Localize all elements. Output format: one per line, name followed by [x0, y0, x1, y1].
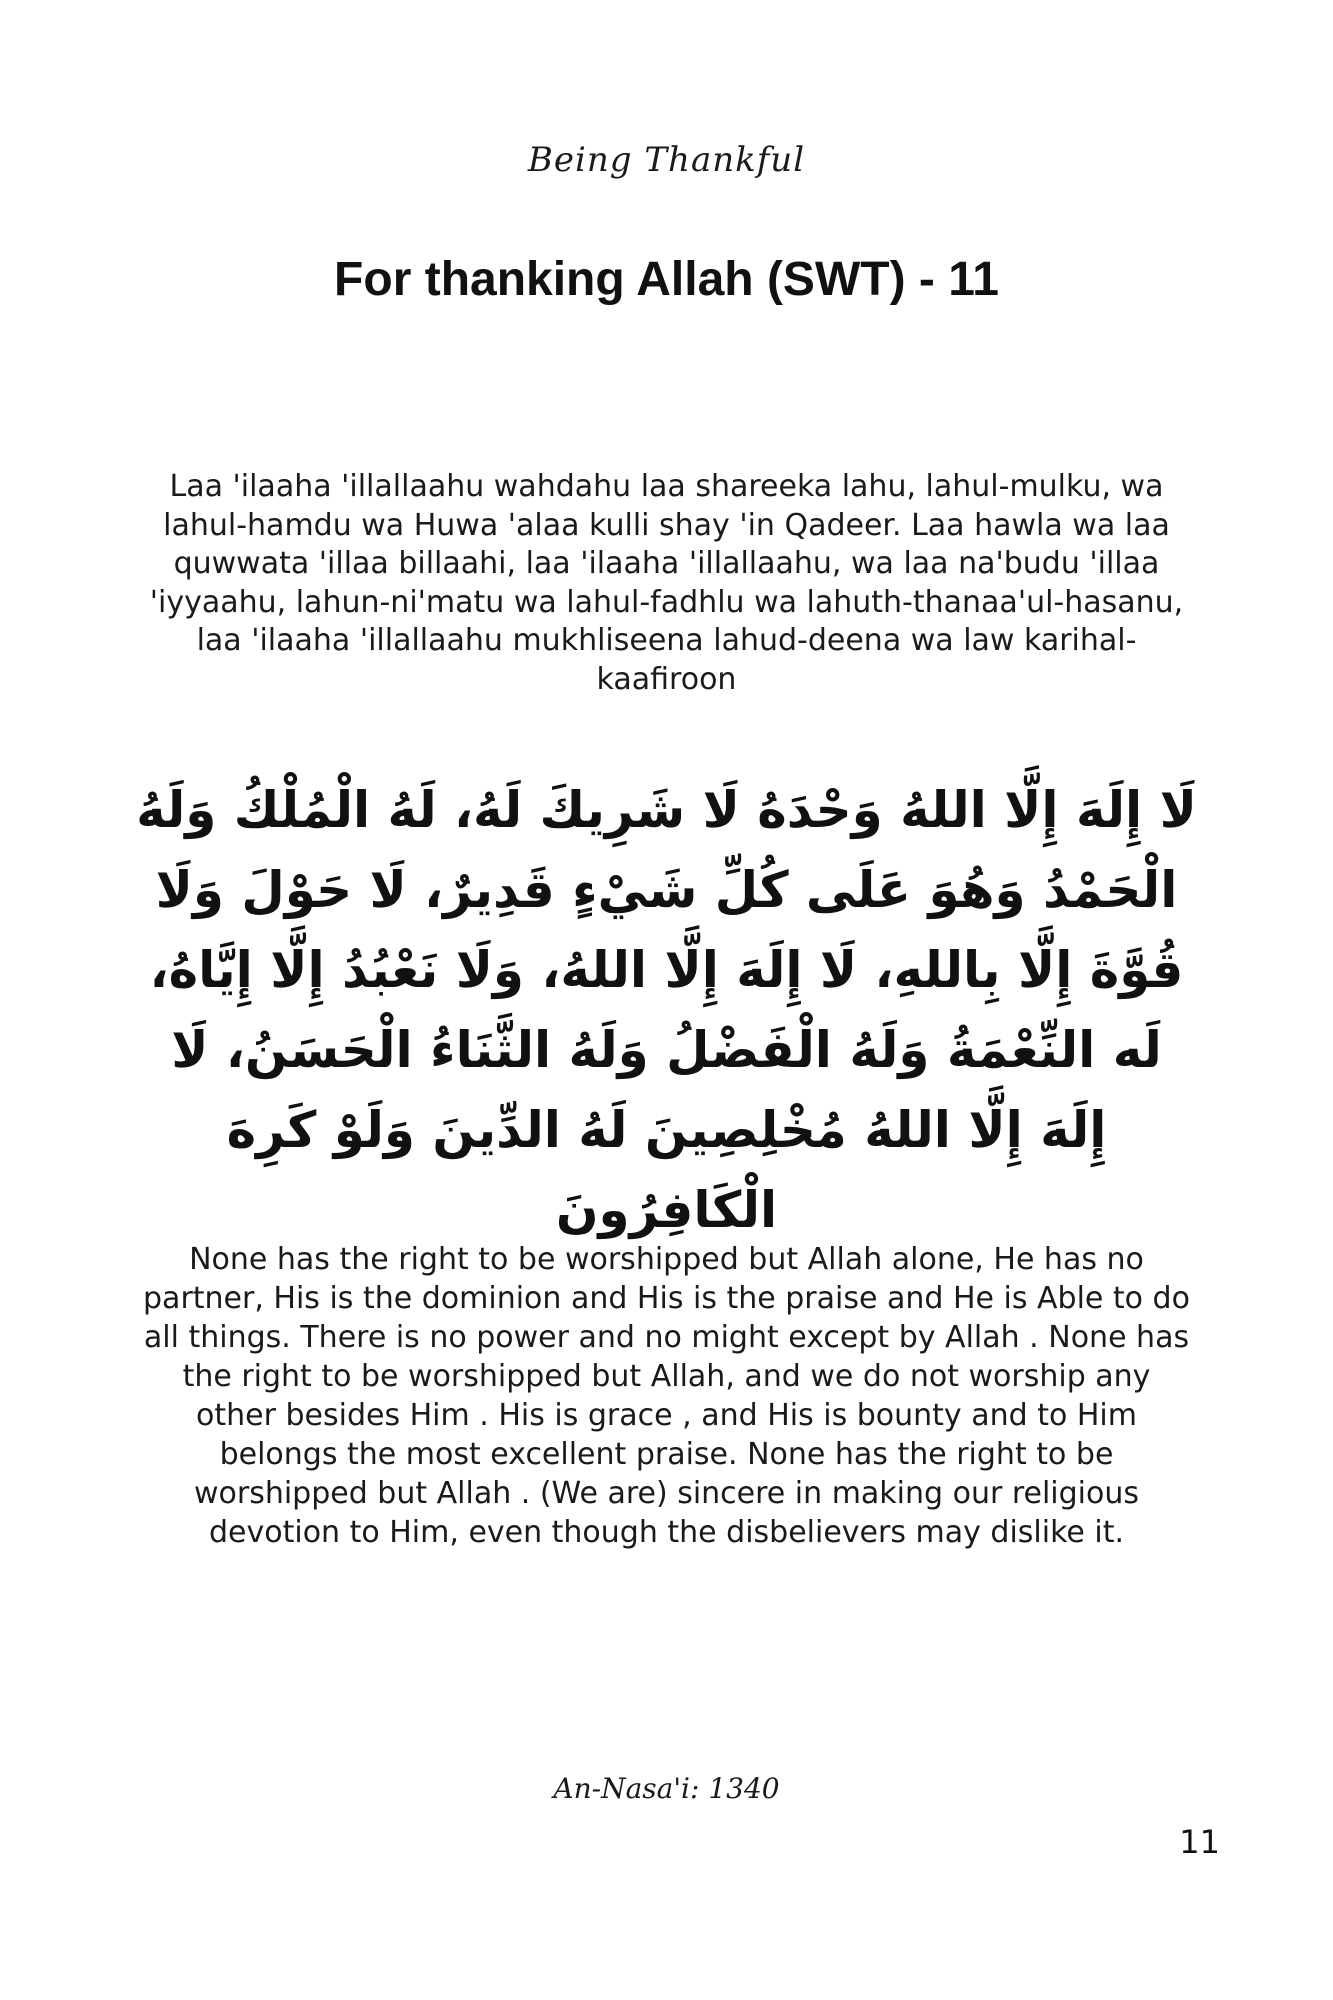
source-reference: An-Nasa'i: 1340 — [553, 1772, 780, 1805]
transliteration-paragraph: Laa 'ilaaha 'illallaahu wahdahu laa shareeka lahu, lahul-mulku, wa lahul-hamdu wa Huwa 'alaa kulli shay 'in Qadeer. Laa hawla wa laa quwwata 'illaa billaahi, laa 'ilaaha 'illallaahu, wa laa na'budu 'illaa 'iyyaahu, lahun-ni'matu wa lahul-fadhlu wa lahuth-thanaa'ul-hasanu, laa 'ilaaha 'illallaahu mukhliseena lahud-deena wa law karihal-kaafiroon — [149, 469, 1184, 697]
translation-paragraph: None has the right to be worshipped but Allah alone, He has no partner, His is the dominion and His is the praise and He is Able to do all things. There is no power and no might except by Allah . None has the right to be worshipped but Allah, and we do not worship any other besides Him . His is grace , and His is bounty and to Him belongs the most excellent praise. None has the right to be worshipped but Allah . (We are) sincere in making our religious devotion to Him, even though the disbelievers may dislike it. — [143, 1242, 1190, 1550]
page-number: 11 — [1179, 1823, 1220, 1861]
arabic-text: لَا إِلَهَ إِلَّا اللهُ وَحْدَهُ لَا شَرِيكَ لَهُ، لَهُ الْمُلْكُ وَلَهُ الْحَمْدُ وَهُوَ عَلَى كُلِّ شَيْءٍ قَدِيرٌ، لَا حَوْلَ وَلَا قُوَّةَ إِلَّا بِاللهِ، لَا إِلَهَ إِلَّا اللهُ، وَلَا نَعْبُدُ إِلَّا إِيَّاهُ، لَه النِّعْمَةُ وَلَهُ الْفَضْلُ وَلَهُ الثَّنَاءُ الْحَسَنُ، لَا إِلَهَ إِلَّا اللهُ مُخْلِصِينَ لَهُ الدِّينَ وَلَوْ كَرِهَ الْكَافِرُونَ — [136, 781, 1197, 1239]
page-title: For thanking Allah (SWT) - 11 — [334, 253, 999, 306]
section-subtitle: Being Thankful — [527, 140, 806, 180]
